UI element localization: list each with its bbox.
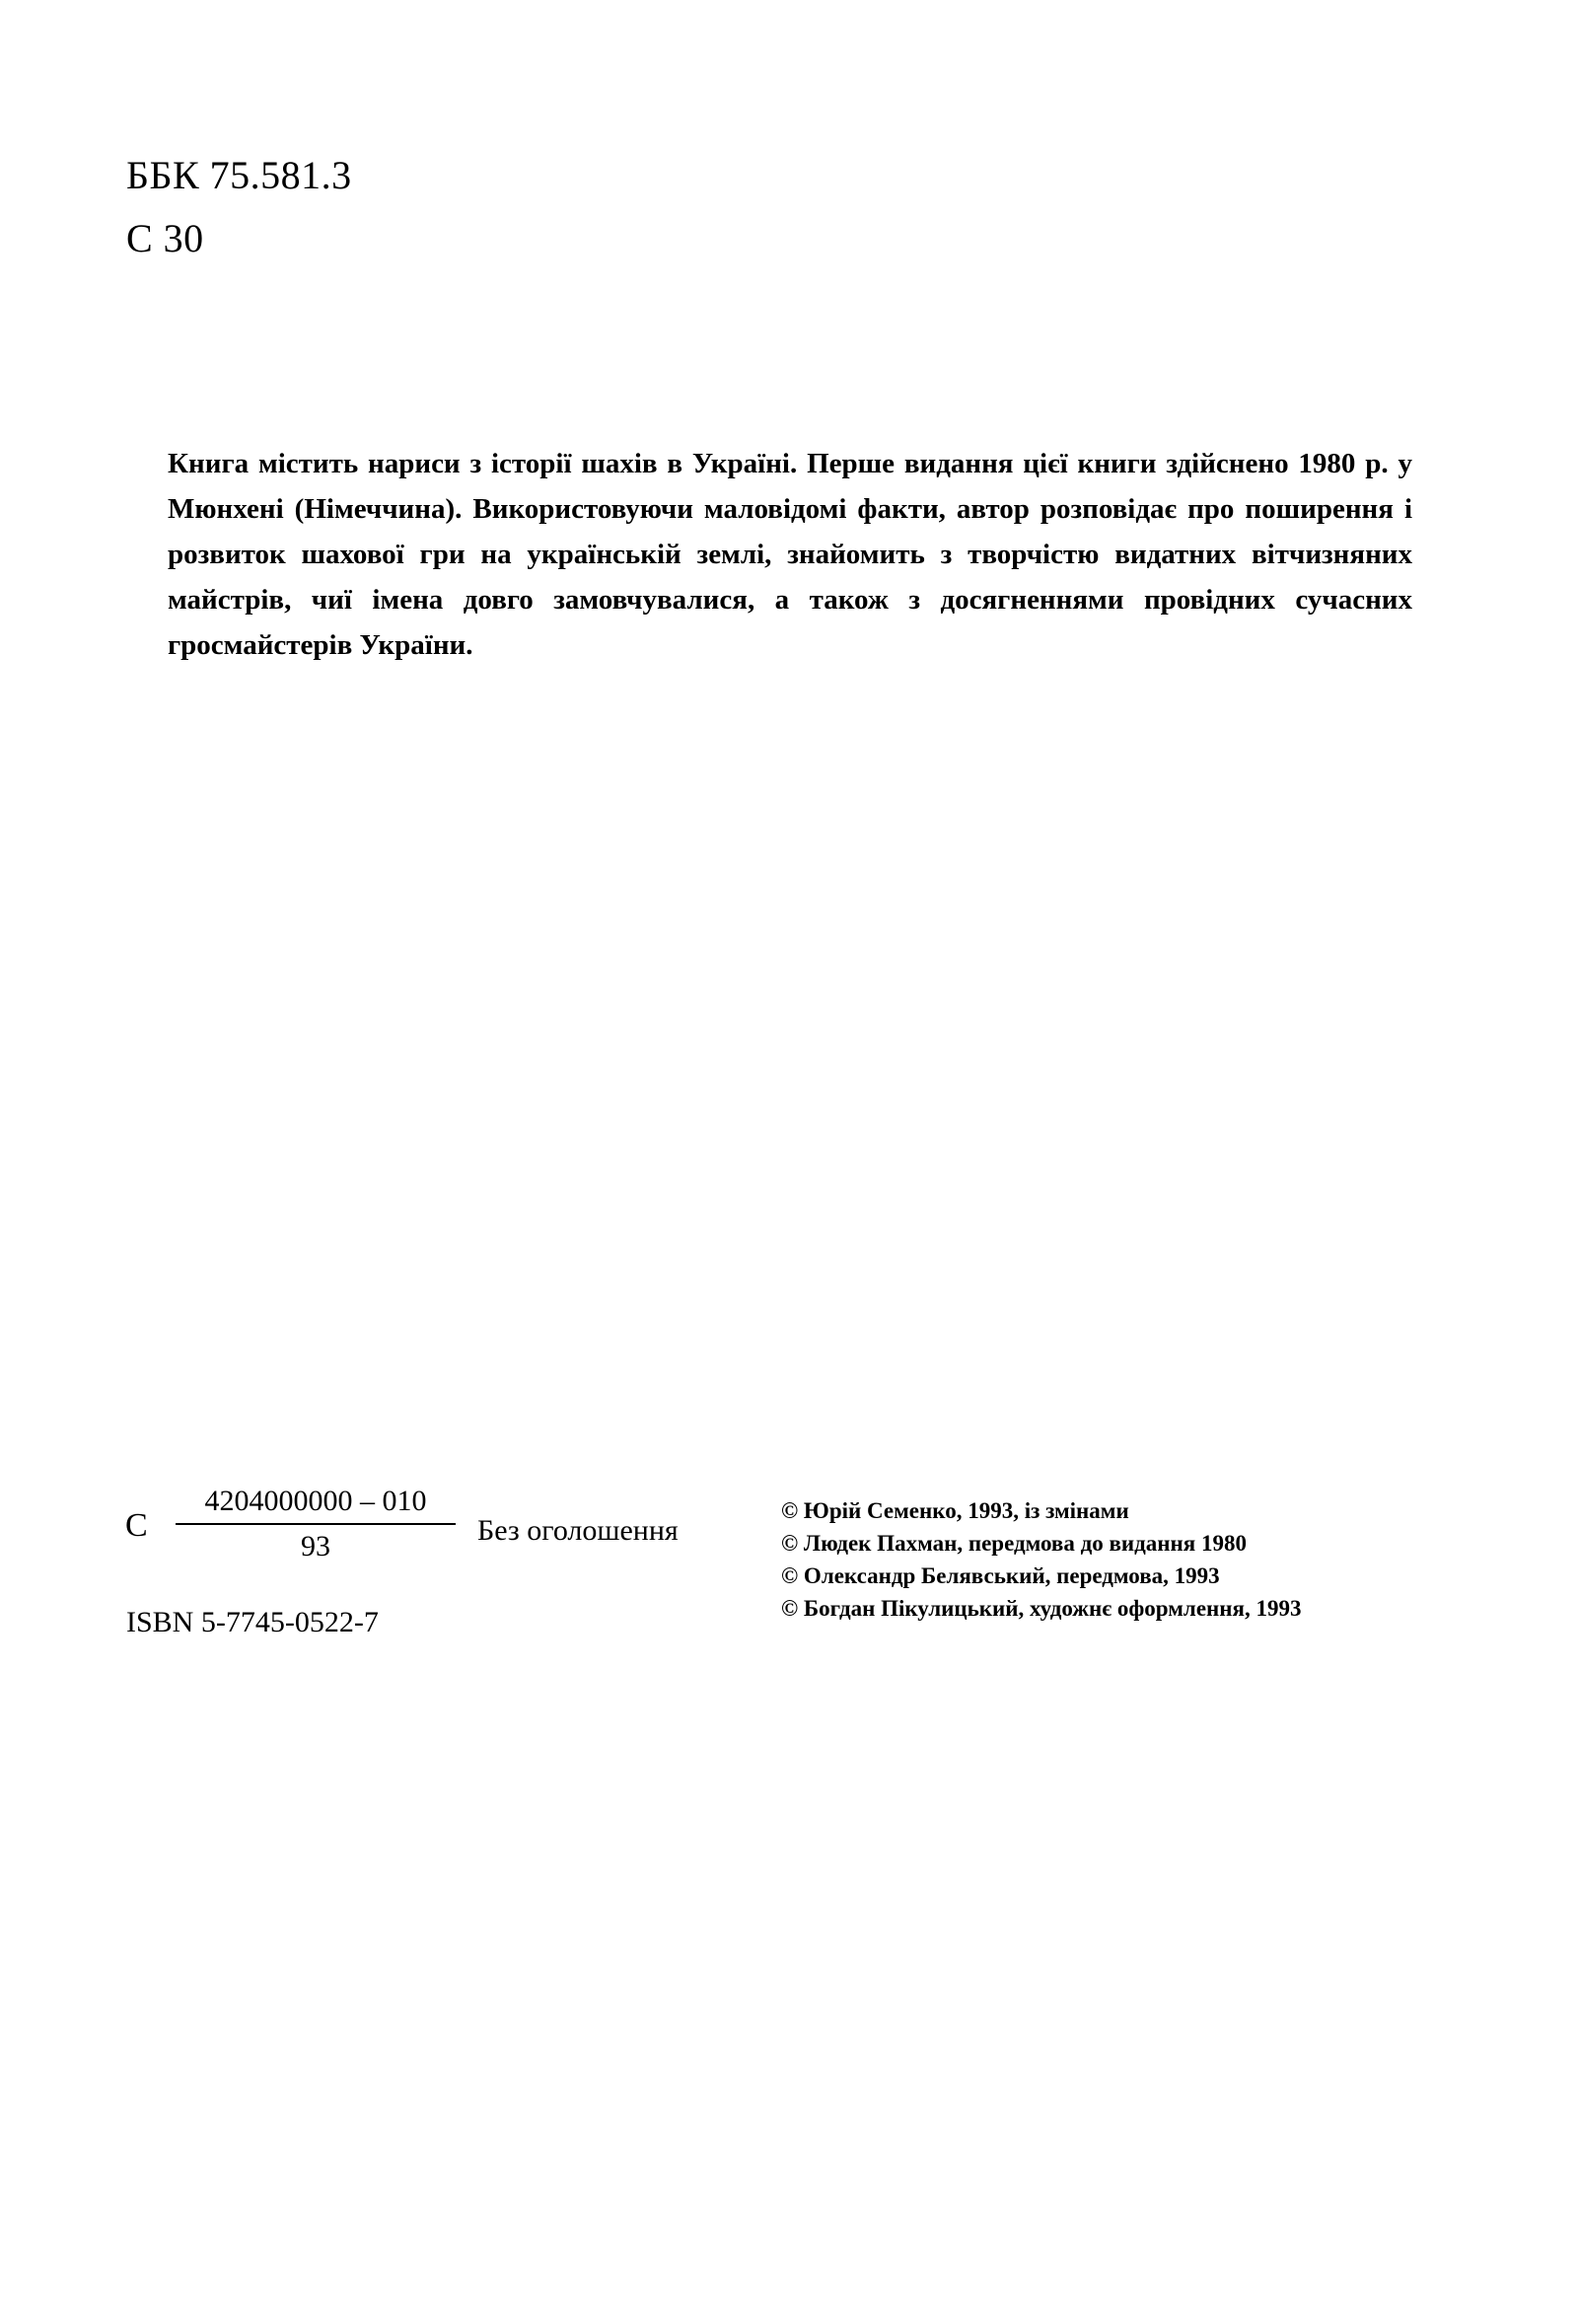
copyright-line: © Богдан Пікулицький, художнє оформлення, 1993 — [781, 1596, 1302, 1621]
book-annotation: Книга містить нариси з історії шахів в Україні. Перше видання цієї книги здійснено 1980 р. у Мюнхені (Німеччина). Використовуючи маловідомі факти, автор розповідає про поширення і розвиток шахової гри на українській землі, знайомить з творчістю видатних вітчизняних майстрів, чиї імена довго замовчувалися, а також з досягненнями провідних сучасних гросмайстерів України. — [168, 448, 1412, 661]
isbn: ISBN 5-7745-0522-7 — [126, 1606, 379, 1638]
imprint-fraction — [176, 1484, 456, 1566]
author-code: С 30 — [126, 216, 204, 260]
copyright-line: © Олександр Белявський, передмова, 1993 — [781, 1563, 1220, 1588]
imprint-numerator: 4204000000 – 010 — [176, 1484, 456, 1525]
imprint-denominator: 93 — [301, 1530, 330, 1562]
no-advert-note: Без оголошення — [477, 1514, 679, 1547]
bbk-code: ББК 75.581.3 — [126, 153, 352, 197]
copyright-line: © Юрій Семенко, 1993, із змінами — [781, 1498, 1129, 1523]
copyright-line: © Людек Пахман, передмова до видання 1980 — [781, 1531, 1247, 1556]
copyright-list — [781, 1494, 1491, 1625]
imprint-letter: С — [125, 1507, 148, 1544]
